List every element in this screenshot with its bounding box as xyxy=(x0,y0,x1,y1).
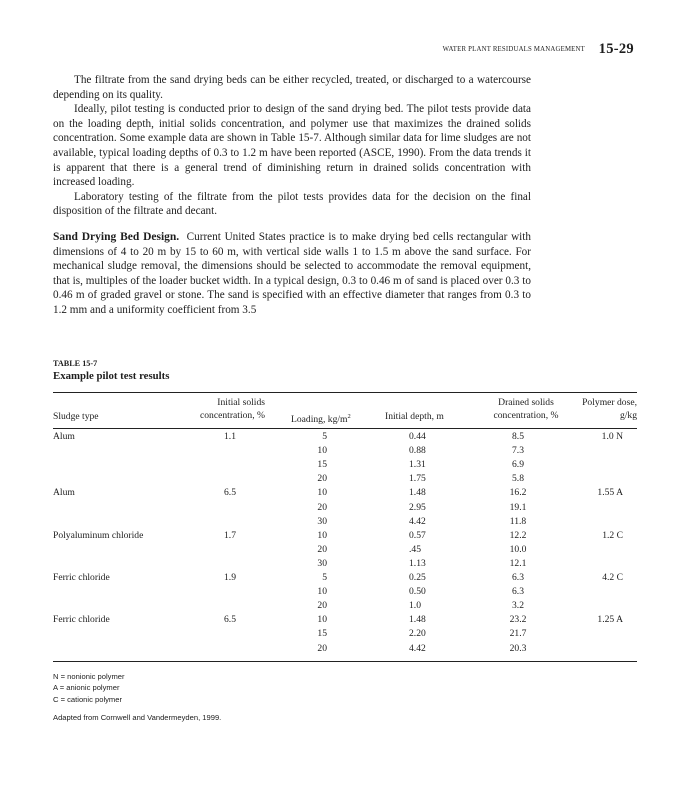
table-bottom-rule xyxy=(53,661,637,662)
cell-drained-solids: 5.8 xyxy=(512,473,524,485)
cell-loading: 30 xyxy=(317,515,327,527)
cell-initial-solids: 1.7 xyxy=(224,529,236,541)
body-text xyxy=(53,73,531,219)
cell-initial-depth: 1.0 xyxy=(409,600,421,612)
cell-loading: 10 xyxy=(317,529,327,541)
cell-initial-depth: 1.13 xyxy=(409,557,426,569)
header-polymer-dose xyxy=(557,397,637,422)
cell-initial-depth: 0.44 xyxy=(409,431,426,442)
cell-sludge-type: Ferric chloride xyxy=(53,614,110,626)
table-header-rule xyxy=(53,428,637,429)
cell-initial-depth: 1.48 xyxy=(409,614,426,626)
header-drained-line1: Drained solids xyxy=(498,397,554,408)
section-heading: Sand Drying Bed Design. xyxy=(53,231,180,243)
cell-sludge-type: Ferric chloride xyxy=(53,572,110,583)
cell-polymer-dose: 1.55 A xyxy=(597,487,623,499)
paragraph-filtrate: The filtrate from the sand drying beds can be either recycled, treated, or discharged to a watercourse depending on its quality. xyxy=(53,74,531,101)
header-loading-superscript: 2 xyxy=(347,413,351,420)
cell-drained-solids: 21.7 xyxy=(509,628,527,640)
header-polymer-line2: g/kg xyxy=(619,409,637,421)
cell-loading: 20 xyxy=(317,642,327,654)
header-initial-solids xyxy=(183,397,265,422)
cell-drained-solids: 6.9 xyxy=(512,459,524,471)
cell-loading: 15 xyxy=(317,628,327,640)
cell-drained-solids: 12.1 xyxy=(509,557,527,569)
running-title: WATER PLANT RESIDUALS MANAGEMENT xyxy=(442,46,585,53)
cell-initial-depth: 1.31 xyxy=(409,459,426,471)
cell-polymer-dose: 1.0 N xyxy=(601,431,623,442)
cell-drained-solids: 20.3 xyxy=(509,642,527,654)
cell-drained-solids: 3.2 xyxy=(512,600,524,612)
paragraph-laboratory-testing: Laboratory testing of the filtrate from the pilot tests provides data for the decision on the final disposition of the filtrate and decant. xyxy=(53,190,531,218)
cell-polymer-dose: 4.2 C xyxy=(602,572,623,583)
cell-loading: 5 xyxy=(322,572,327,583)
header-initial-solids-line1: Initial solids xyxy=(217,397,265,408)
page-header xyxy=(0,41,689,61)
cell-loading: 20 xyxy=(317,543,327,555)
cell-drained-solids: 6.3 xyxy=(512,572,524,583)
cell-sludge-type: Polyaluminum chloride xyxy=(53,529,144,541)
table-caption: TABLE 15-7 xyxy=(53,359,98,368)
cell-loading: 15 xyxy=(317,459,327,471)
cell-loading: 10 xyxy=(317,586,327,598)
paragraph-pilot-testing: Ideally, pilot testing is conducted prior to design of the sand drying bed. The pilot tests provide data on the loading depth, initial solids concentration, and polymer use that maximizes the drained solids concentration. Some example data are shown in Table 15-7. Although similar data for lime sludges are not available, typical loading depths of 0.3 to 1.2 m have been reported (ASCE, 1990). From the data trends it is apparent that there is a general trend of diminishing return in drained solids concentration with increased loading. xyxy=(53,103,531,189)
cell-sludge-type: Alum xyxy=(53,487,75,499)
table-top-rule xyxy=(53,392,637,393)
cell-initial-solids: 6.5 xyxy=(224,487,236,499)
cell-initial-solids: 1.9 xyxy=(224,572,236,583)
cell-loading: 20 xyxy=(317,600,327,612)
cell-sludge-type: Alum xyxy=(53,431,75,442)
cell-loading: 5 xyxy=(322,431,327,442)
cell-loading: 20 xyxy=(317,473,327,485)
page-number: 15-29 xyxy=(598,41,634,57)
cell-initial-depth: .45 xyxy=(409,543,421,555)
cell-initial-depth: 4.42 xyxy=(409,642,426,654)
cell-drained-solids: 19.1 xyxy=(509,501,527,513)
header-sludge-type: Sludge type xyxy=(53,411,99,422)
header-drained-line2: concentration, % xyxy=(493,409,559,421)
cell-drained-solids: 8.5 xyxy=(512,431,524,442)
section-body: Current United States practice is to make drying bed cells rectangular with dimensions of 4 to 20 m by 15 to 60 m, with vertical side walls 1 to 1.5 m above the sand surface. For mechanical sludge removal, the dimensions should be selected to accommodate the removal equipment, that is, multiples of the loader bucket width. In a typical design, 0.3 to 0.46 m of sand is placed over 0.3 to 0.46 m of graded gravel or stone. The sand is specified with an effective diameter that ranges from 0.3 to 1.2 mm and a uniformity coefficient from 3.5 xyxy=(53,231,531,316)
cell-loading: 30 xyxy=(317,557,327,569)
note-anionic: A = anionic polymer xyxy=(53,683,120,693)
cell-initial-depth: 0.25 xyxy=(409,572,426,583)
cell-initial-depth: 0.57 xyxy=(409,529,426,541)
cell-drained-solids: 11.8 xyxy=(509,515,527,527)
header-polymer-line1: Polymer dose, xyxy=(582,397,637,408)
cell-initial-depth: 0.50 xyxy=(409,586,426,598)
header-initial-solids-line2: concentration, % xyxy=(200,409,265,421)
cell-drained-solids: 7.3 xyxy=(512,445,524,457)
cell-initial-depth: 2.95 xyxy=(409,501,426,513)
note-cationic: C = cationic polymer xyxy=(53,694,123,704)
header-loading-text: Loading, kg/m xyxy=(291,414,348,426)
cell-loading: 10 xyxy=(317,445,327,457)
cell-drained-solids: 16.2 xyxy=(509,487,527,499)
header-initial-depth: Initial depth, m xyxy=(385,411,444,422)
cell-drained-solids: 10.0 xyxy=(509,543,527,555)
table-source: Adapted from Cornwell and Vandermeyden, 1999. xyxy=(53,713,222,722)
cell-drained-solids: 12.2 xyxy=(509,529,527,541)
table-notes xyxy=(53,671,125,705)
cell-loading: 20 xyxy=(317,501,327,513)
cell-loading: 10 xyxy=(317,614,327,626)
cell-initial-depth: 4.42 xyxy=(409,515,426,527)
cell-initial-depth: 1.75 xyxy=(409,473,426,485)
cell-initial-depth: 2.20 xyxy=(409,628,426,640)
cell-drained-solids: 6.3 xyxy=(512,586,524,598)
header-loading xyxy=(291,411,381,427)
cell-polymer-dose: 1.25 A xyxy=(597,614,623,626)
cell-loading: 10 xyxy=(317,487,327,499)
section-paragraph xyxy=(53,230,531,318)
table-title: Example pilot test results xyxy=(53,370,170,382)
note-nonionic: N = nonionic polymer xyxy=(53,672,125,681)
cell-initial-solids: 1.1 xyxy=(224,431,236,442)
cell-drained-solids: 23.2 xyxy=(509,614,527,626)
cell-initial-depth: 1.48 xyxy=(409,487,426,499)
section-sand-drying-bed-design xyxy=(53,230,531,318)
cell-polymer-dose: 1.2 C xyxy=(602,529,623,541)
cell-initial-solids: 6.5 xyxy=(224,614,236,626)
cell-initial-depth: 0.88 xyxy=(409,445,426,457)
